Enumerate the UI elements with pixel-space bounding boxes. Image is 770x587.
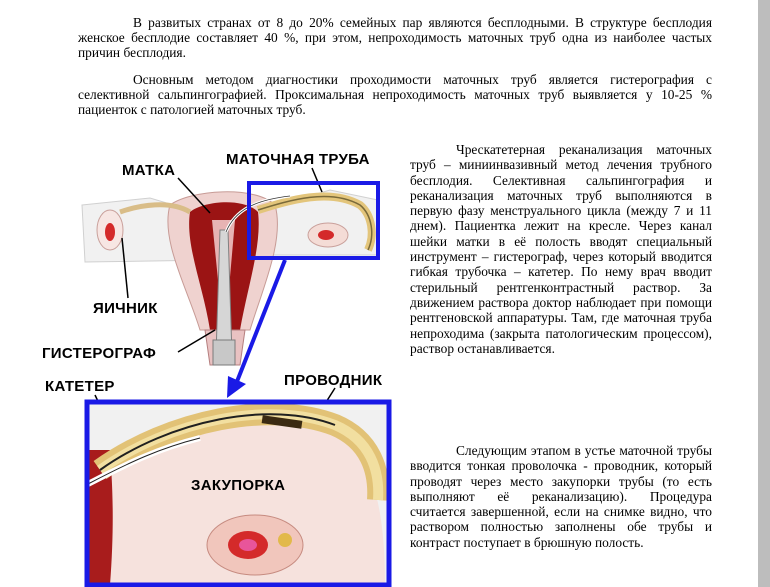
label-ovary: ЯИЧНИК xyxy=(93,300,158,317)
intro-paragraph-1-text: В развитых странах от 8 до 20% семейных пар являются бесплодными. В структуре бесплодия женское бесплодие составляет 40 %, при этом, непроходимость маточных труб одна из наиболее частых причин бесплодия. xyxy=(78,15,712,61)
procedure-paragraph-2-text: Следующим этапом в устье маточной трубы вводится тонкая проволочка - проводник, который проводят через место закупорки трубы (то есть выполняют её реканализацию). Процедура считается завершенной, если на снимке видно, что раствором полностью заполнены обе трубы и контраст поступает в брюшную полость. xyxy=(410,443,712,550)
right-ovary-core xyxy=(318,230,334,240)
label-fallopian-tube: МАТОЧНАЯ ТРУБА xyxy=(226,151,370,168)
intro-paragraph-2-text: Основным методом диагностики проходимости маточных труб является гистерография с селективной сальпингографией. Проксимальная непроходимость маточных труб выявляется у 10-25 % пациенток с патологией маточных труб. xyxy=(78,72,712,118)
detail-ovary-spot xyxy=(278,533,292,547)
label-guidewire: ПРОВОДНИК xyxy=(284,372,383,389)
label-uterus: МАТКА xyxy=(122,162,176,179)
label-blockage: ЗАКУПОРКА xyxy=(191,477,286,494)
detail-ovary-follicle-core xyxy=(239,539,257,551)
hysterograph-handle xyxy=(213,340,235,365)
procedure-paragraph-1-text: Чрескатетерная реканализация маточных труб – миниинвазивный метод лечения трубного бесплодия. Селективная сальпингография и реканализация маточных труб выполняются в первую фазу менструального цикла (между 7 и 11 днем). Пациентка лежит на кресле. Через канал шейки матки в её полость вводят специальный инструмент – гистерограф, через который вводится гибкая трубочка – катетер. По нему врач вводит стерильный рентгенконтрастный раствор. За движением раствора доктор наблюдает при помощи рентгеновской аппаратуры. Там, где маточная труба непроходима (закрыта патологическим процессом), раствор останавливается. xyxy=(410,142,712,356)
left-ovary-core xyxy=(105,223,115,241)
tube-leader xyxy=(312,168,322,192)
label-hysterograph: ГИСТЕРОГРАФ xyxy=(42,345,157,362)
label-catheter: КАТЕТЕР xyxy=(45,378,115,395)
